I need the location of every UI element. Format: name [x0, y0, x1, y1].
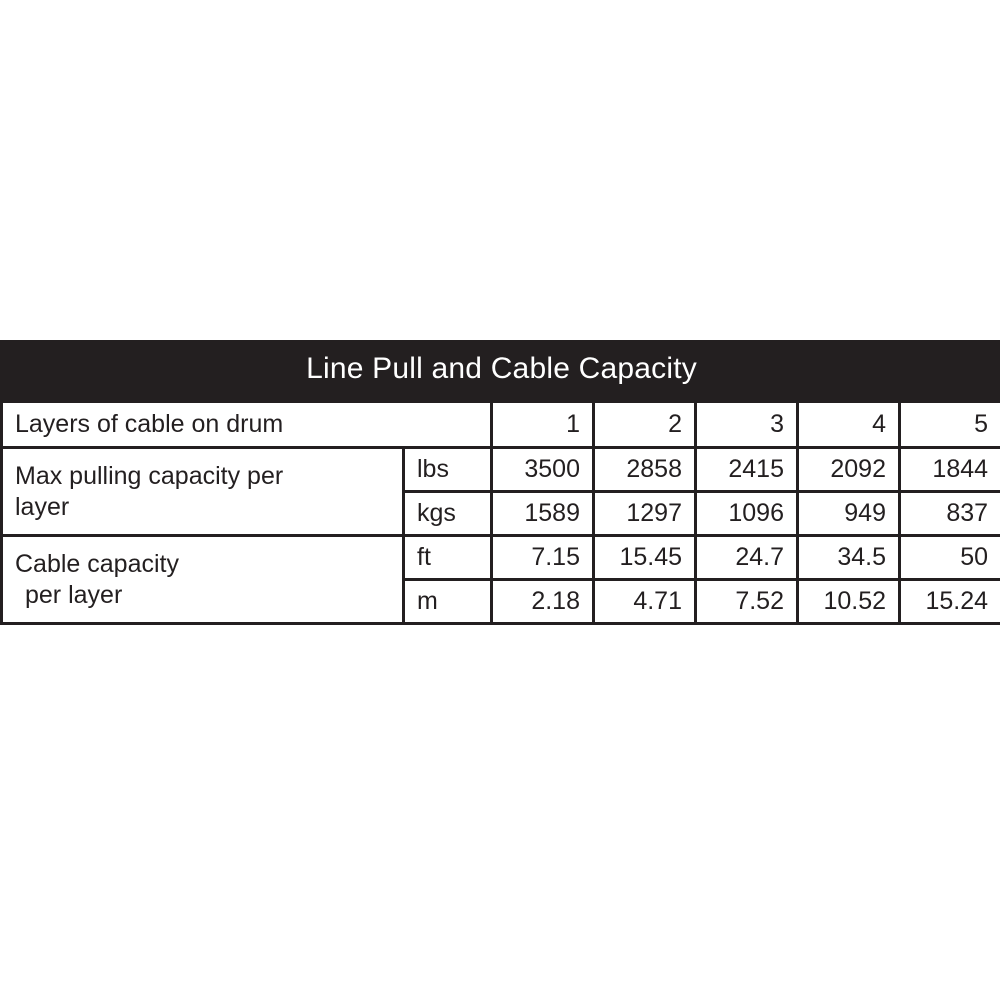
layer-header-5: 5 [900, 402, 1000, 448]
cable-capacity-ft-layer-4: 34.5 [798, 536, 900, 580]
cable-capacity-label [2, 536, 404, 624]
max-pull-lbs-layer-1: 3500 [492, 448, 594, 492]
table-row [2, 402, 1000, 448]
layer-header-1: 1 [492, 402, 594, 448]
max-pull-kgs-layer-2: 1297 [594, 492, 696, 536]
cable-capacity-label-line1: Cable capacity [15, 549, 179, 578]
unit-m: m [404, 580, 492, 624]
cable-capacity-m-layer-5: 15.24 [900, 580, 1000, 624]
cable-capacity-ft-layer-3: 24.7 [696, 536, 798, 580]
table-title-row [2, 340, 1000, 402]
max-pull-kgs-layer-5: 837 [900, 492, 1000, 536]
layers-label: Layers of cable on drum [2, 402, 492, 448]
cable-capacity-m-layer-3: 7.52 [696, 580, 798, 624]
cable-capacity-m-layer-1: 2.18 [492, 580, 594, 624]
max-pulling-capacity-label-line2: layer [15, 492, 70, 521]
cable-capacity-ft-layer-5: 50 [900, 536, 1000, 580]
max-pull-lbs-layer-5: 1844 [900, 448, 1000, 492]
unit-kgs: kgs [404, 492, 492, 536]
unit-ft: ft [404, 536, 492, 580]
max-pulling-capacity-label [2, 448, 404, 536]
cable-capacity-ft-layer-1: 7.15 [492, 536, 594, 580]
max-pull-lbs-layer-3: 2415 [696, 448, 798, 492]
max-pull-kgs-layer-4: 949 [798, 492, 900, 536]
max-pull-kgs-layer-1: 1589 [492, 492, 594, 536]
table-row [2, 536, 1000, 580]
cable-capacity-label-line2: per layer [25, 580, 123, 609]
line-pull-cable-capacity-table [0, 340, 1000, 625]
max-pull-kgs-layer-3: 1096 [696, 492, 798, 536]
table-row [2, 448, 1000, 492]
max-pull-lbs-layer-2: 2858 [594, 448, 696, 492]
layer-header-4: 4 [798, 402, 900, 448]
cable-capacity-m-layer-4: 10.52 [798, 580, 900, 624]
unit-lbs: lbs [404, 448, 492, 492]
cable-capacity-m-layer-2: 4.71 [594, 580, 696, 624]
cable-capacity-ft-layer-2: 15.45 [594, 536, 696, 580]
layer-header-3: 3 [696, 402, 798, 448]
spec-table-container [0, 340, 1000, 625]
max-pulling-capacity-label-line1: Max pulling capacity per [15, 461, 284, 490]
table-title: Line Pull and Cable Capacity [2, 340, 1000, 402]
max-pull-lbs-layer-4: 2092 [798, 448, 900, 492]
layer-header-2: 2 [594, 402, 696, 448]
